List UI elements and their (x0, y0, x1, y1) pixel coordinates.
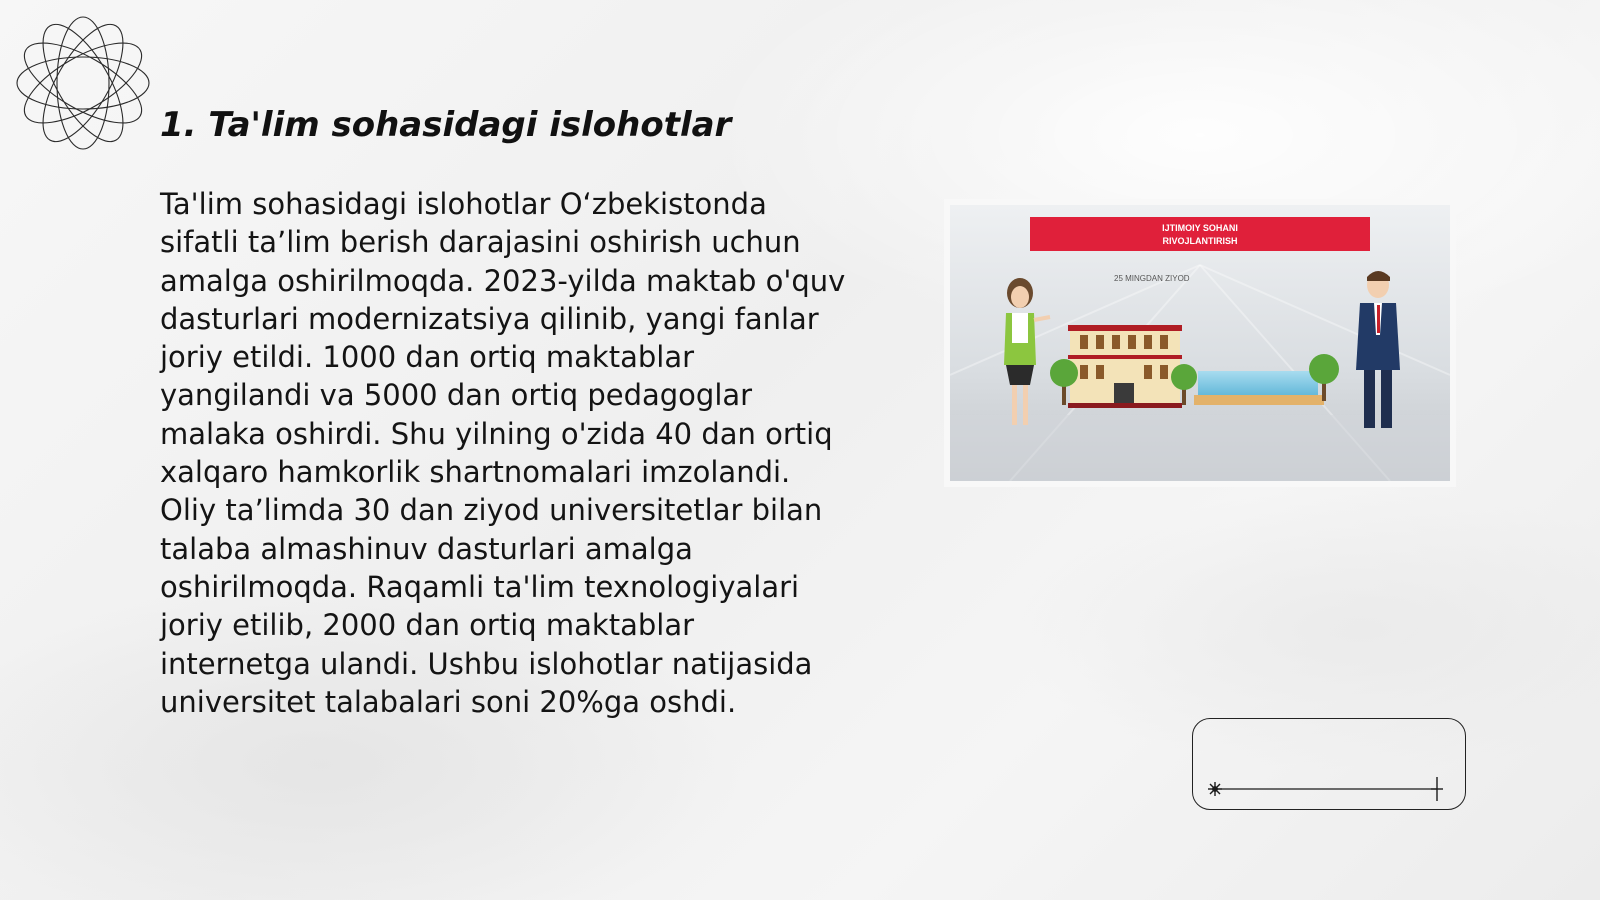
cross-icon (1431, 777, 1443, 801)
rosette-icon (10, 10, 156, 156)
sparkle-icon (1208, 782, 1222, 796)
audio-player[interactable] (1192, 718, 1466, 810)
illustration-subtitle: 25 MINGDAN ZIYOD (1114, 274, 1190, 283)
slide-body-text: Ta'lim sohasidagi islohotlar O‘zbekistonda sifatli ta’lim berish darajasini oshirish uchun amalga oshirilmoqda. 2023-yilda maktab o'quv dasturlari modernizatsiya qilinib, yangi fanlar joriy etildi. 1000 dan ortiq maktablar yangilandi va 5000 dan ortiq pedagoglar malaka oshirdi. Shu yilning o'zida 40 dan ortiq xalqaro hamkorlik shartnomalari imzolandi. Oliy ta’limda 30 dan ziyod universitetlar bilan talaba almashinuv dasturlari amalga oshirilmoqda. Raqamli ta'lim texnologiyalari joriy etilib, 2000 dan ortiq maktablar internetga ulandi. Ushbu islohotlar natijasida universitet talabalari soni 20%ga oshdi. (160, 187, 846, 719)
banner-line-1: IJTIMOIY SOHANI (1162, 223, 1238, 233)
banner-line-2: RIVOJLANTIRISH (1162, 236, 1238, 246)
slide-title: 1. Ta'lim sohasidagi islohotlar (160, 105, 732, 145)
illustration-image (950, 205, 1450, 481)
school-building (1068, 325, 1182, 408)
